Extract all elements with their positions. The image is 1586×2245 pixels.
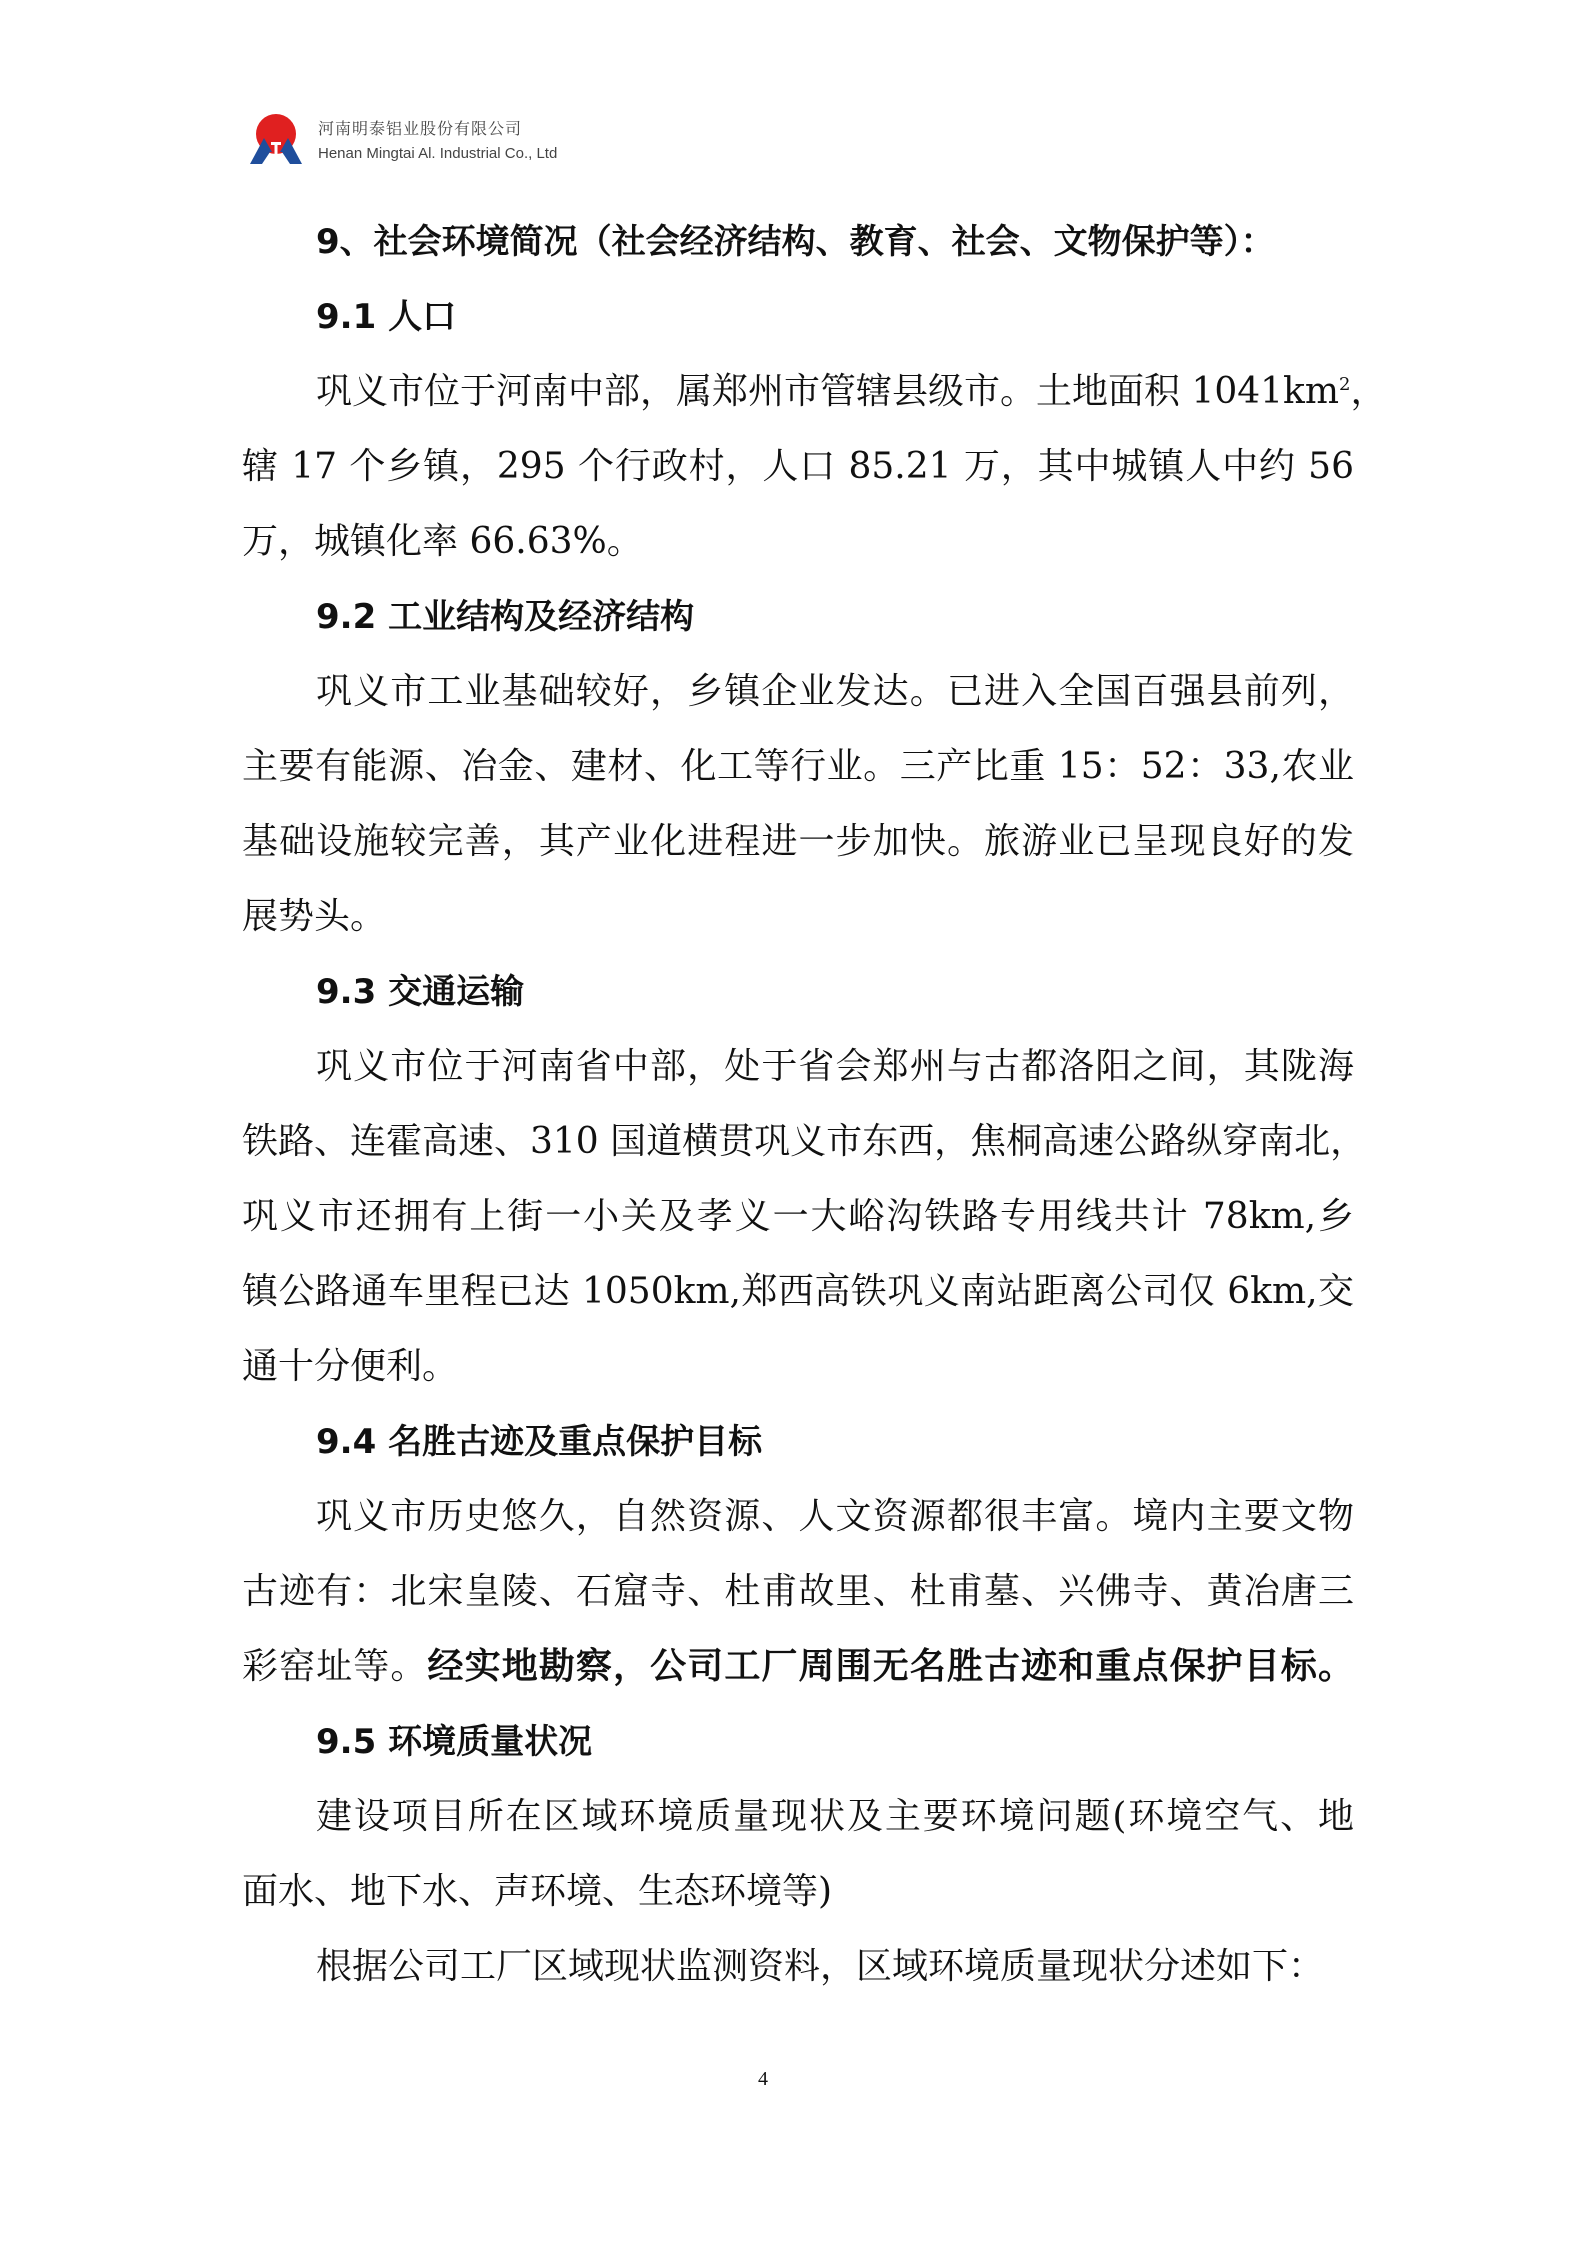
paragraph-line: 主要有能源、冶金、建材、化工等行业。三产比重 15：52：33,农业	[242, 746, 1354, 787]
heading-9-3: 9.3 交通运输	[316, 972, 525, 1012]
paragraph-line: 根据公司工厂区域现状监测资料，区域环境质量现状分述如下：	[316, 1946, 1325, 1987]
paragraph-line: 面水、地下水、声环境、生态环境等)	[242, 1871, 833, 1912]
bold-conclusion: 经实地勘察，公司工厂周围无名胜古迹和重点保护目标。	[427, 1646, 1354, 1687]
paragraph-line: 巩义市还拥有上街一小关及孝义一大峪沟铁路专用线共计 78km,乡	[242, 1196, 1354, 1237]
paragraph-line: 展势头。	[242, 896, 387, 937]
document-body	[242, 215, 1387, 2015]
heading-9-2: 9.2 工业结构及经济结构	[316, 597, 695, 637]
heading-9-5: 9.5 环境质量状况	[316, 1722, 593, 1762]
paragraph-line: 巩义市位于河南中部，属郑州市管辖县级市。土地面积 $1041km^2$，	[316, 371, 1387, 412]
company-name-en: Henan Mingtai Al. Industrial Co., Ltd	[318, 145, 558, 162]
page-number: 4	[758, 2068, 768, 2090]
paragraph-line: 巩义市历史悠久，自然资源、人文资源都很丰富。境内主要文物	[316, 1496, 1354, 1537]
paragraph-line: 巩义市位于河南省中部，处于省会郑州与古都洛阳之间，其陇海	[316, 1046, 1354, 1087]
paragraph-line: 通十分便利。	[242, 1346, 459, 1387]
paragraph-line: 彩窑址等。经实地勘察，公司工厂周围无名胜古迹和重点保护目标。	[242, 1646, 1354, 1687]
heading-9-4: 9.4 名胜古迹及重点保护目标	[316, 1422, 763, 1462]
paragraph-line: 铁路、连霍高速、310 国道横贯巩义市东西，焦桐高速公路纵穿南北，	[242, 1121, 1367, 1162]
heading-9-1: 9.1 人口	[316, 297, 457, 337]
paragraph-line: 基础设施较完善，其产业化进程进一步加快。旅游业已呈现良好的发	[242, 821, 1354, 862]
section-title: 9、社会环境简况（社会经济结构、教育、社会、文物保护等）：	[316, 222, 1275, 262]
paragraph-line: 巩义市工业基础较好，乡镇企业发达。已进入全国百强县前列，	[316, 671, 1354, 712]
company-name-cn: 河南明泰铝业股份有限公司	[318, 121, 523, 138]
paragraph-line: 古迹有：北宋皇陵、石窟寺、杜甫故里、杜甫墓、兴佛寺、黄冶唐三	[242, 1571, 1354, 1612]
paragraph-line: 建设项目所在区域环境质量现状及主要环境问题(环境空气、地	[316, 1796, 1354, 1837]
company-name	[318, 116, 557, 162]
company-logo	[246, 112, 306, 168]
paragraph-line: 万，城镇化率 66.63%。	[242, 521, 643, 562]
paragraph-line: 镇公路通车里程已达 1050km,郑西高铁巩义南站距离公司仅 6km,交	[242, 1271, 1354, 1312]
paragraph-line: 辖 17 个乡镇，295 个行政村，人口 85.21 万，其中城镇人中约 56	[242, 446, 1354, 487]
